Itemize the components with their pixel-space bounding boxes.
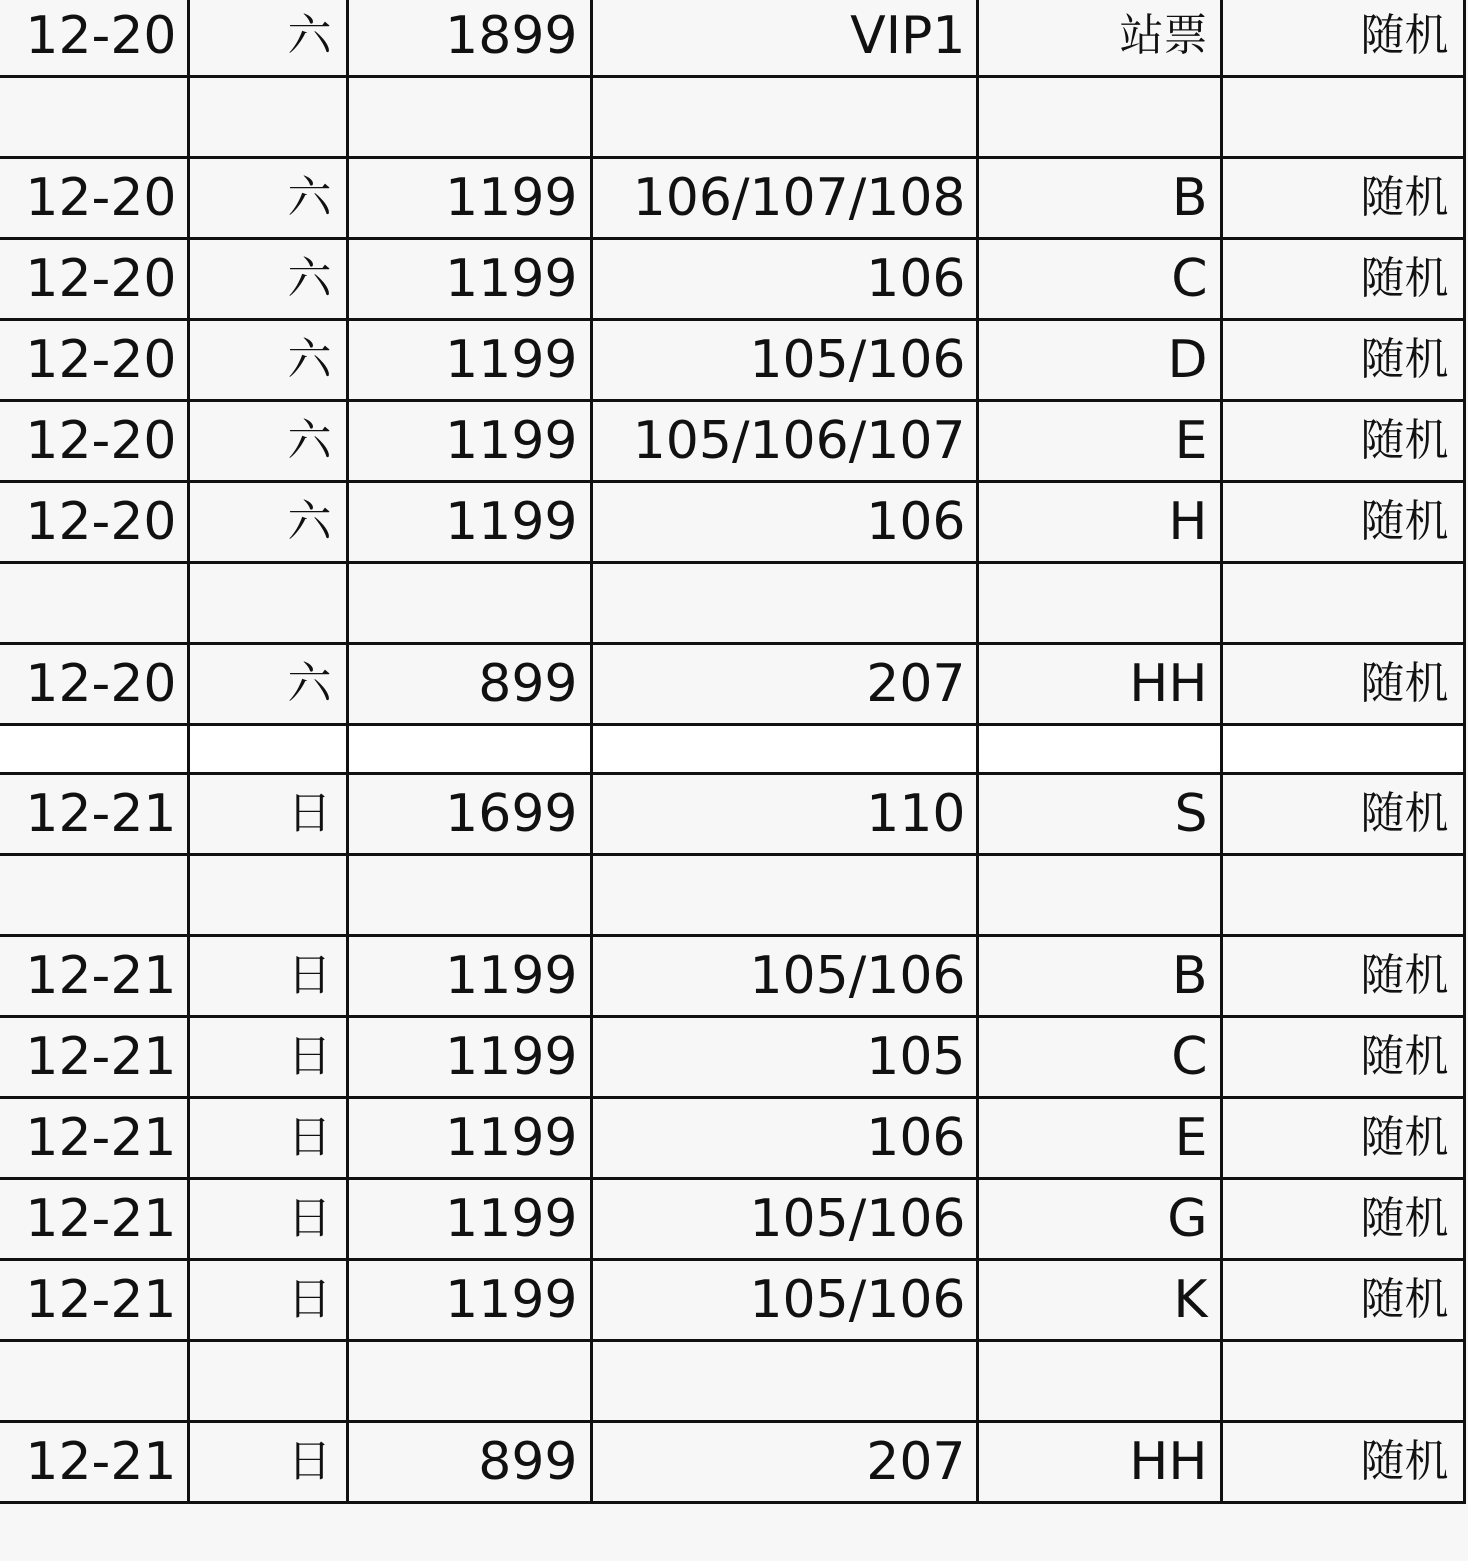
allocation-cell[interactable]: 随机 [1221, 320, 1464, 401]
date-cell[interactable]: 12-21 [0, 774, 188, 855]
weekday-cell[interactable]: 日 [188, 1098, 347, 1179]
price-cell[interactable] [347, 855, 591, 936]
price-cell[interactable]: 1199 [347, 482, 591, 563]
allocation-cell[interactable] [1221, 855, 1464, 936]
weekday-cell[interactable]: 日 [188, 1260, 347, 1341]
date-cell[interactable]: 12-20 [0, 320, 188, 401]
date-cell[interactable]: 12-21 [0, 1260, 188, 1341]
weekday-cell[interactable]: 六 [188, 239, 347, 320]
weekday-cell[interactable] [188, 1341, 347, 1422]
price-cell[interactable] [347, 1341, 591, 1422]
zone-cell[interactable] [591, 77, 977, 158]
weekday-cell[interactable]: 六 [188, 482, 347, 563]
price-cell[interactable]: 899 [347, 1422, 591, 1503]
price-cell[interactable]: 899 [347, 644, 591, 725]
zone-cell[interactable]: 207 [591, 1422, 977, 1503]
table-row [0, 1179, 1464, 1260]
date-cell[interactable] [0, 563, 188, 644]
seat-cell[interactable]: C [977, 239, 1221, 320]
allocation-cell[interactable]: 随机 [1221, 158, 1464, 239]
zone-cell[interactable] [591, 725, 977, 774]
zone-cell[interactable]: 106/107/108 [591, 158, 977, 239]
date-cell[interactable]: 12-20 [0, 158, 188, 239]
weekday-cell[interactable]: 六 [188, 401, 347, 482]
zone-cell[interactable]: 105/106 [591, 320, 977, 401]
weekday-cell[interactable]: 六 [188, 0, 347, 77]
allocation-cell[interactable]: 随机 [1221, 239, 1464, 320]
price-cell[interactable]: 1199 [347, 1260, 591, 1341]
price-cell[interactable]: 1699 [347, 774, 591, 855]
weekday-cell[interactable]: 六 [188, 158, 347, 239]
seat-cell[interactable]: C [977, 1017, 1221, 1098]
weekday-cell[interactable]: 日 [188, 1179, 347, 1260]
price-cell[interactable]: 1199 [347, 401, 591, 482]
seat-cell[interactable] [977, 855, 1221, 936]
seat-cell[interactable]: G [977, 1179, 1221, 1260]
table-row [0, 774, 1464, 855]
date-cell[interactable]: 12-20 [0, 401, 188, 482]
blank-row [0, 725, 1464, 774]
weekday-cell[interactable]: 六 [188, 320, 347, 401]
seat-cell[interactable]: B [977, 158, 1221, 239]
price-cell[interactable]: 1199 [347, 239, 591, 320]
seat-cell[interactable]: B [977, 936, 1221, 1017]
zone-cell[interactable]: 105/106 [591, 1260, 977, 1341]
weekday-cell[interactable]: 日 [188, 774, 347, 855]
date-cell[interactable]: 12-20 [0, 0, 188, 77]
zone-cell[interactable] [591, 1341, 977, 1422]
table-row [0, 158, 1464, 239]
zone-cell[interactable]: 105/106 [591, 1179, 977, 1260]
allocation-cell[interactable] [1221, 563, 1464, 644]
table-row [0, 401, 1464, 482]
seat-cell[interactable]: S [977, 774, 1221, 855]
allocation-cell[interactable]: 随机 [1221, 401, 1464, 482]
date-cell[interactable]: 12-21 [0, 1098, 188, 1179]
seat-cell[interactable]: H [977, 482, 1221, 563]
date-cell[interactable]: 12-21 [0, 936, 188, 1017]
allocation-cell[interactable]: 随机 [1221, 774, 1464, 855]
date-cell[interactable]: 12-21 [0, 1422, 188, 1503]
weekday-cell[interactable]: 日 [188, 1422, 347, 1503]
blank-row [0, 855, 1464, 936]
table-row [0, 936, 1464, 1017]
zone-cell[interactable] [591, 563, 977, 644]
blank-row [0, 77, 1464, 158]
price-cell[interactable] [347, 563, 591, 644]
seat-cell[interactable]: K [977, 1260, 1221, 1341]
allocation-cell[interactable]: 随机 [1221, 1422, 1464, 1503]
allocation-cell[interactable]: 随机 [1221, 482, 1464, 563]
date-cell[interactable]: 12-21 [0, 1179, 188, 1260]
allocation-cell[interactable]: 随机 [1221, 936, 1464, 1017]
zone-cell[interactable] [591, 855, 977, 936]
seat-cell[interactable] [977, 725, 1221, 774]
seat-cell[interactable]: HH [977, 1422, 1221, 1503]
table-row [0, 320, 1464, 401]
table-row [0, 482, 1464, 563]
zone-cell[interactable]: 110 [591, 774, 977, 855]
date-cell[interactable] [0, 725, 188, 774]
date-cell[interactable]: 12-21 [0, 1017, 188, 1098]
price-cell[interactable]: 1899 [347, 0, 591, 77]
allocation-cell[interactable]: 随机 [1221, 1179, 1464, 1260]
allocation-cell[interactable] [1221, 725, 1464, 774]
weekday-cell[interactable]: 日 [188, 936, 347, 1017]
weekday-cell[interactable] [188, 77, 347, 158]
zone-cell[interactable]: 105 [591, 1017, 977, 1098]
date-cell[interactable] [0, 77, 188, 158]
allocation-cell[interactable]: 随机 [1221, 1098, 1464, 1179]
seat-cell[interactable] [977, 563, 1221, 644]
price-cell[interactable]: 1199 [347, 936, 591, 1017]
zone-cell[interactable]: 105/106/107 [591, 401, 977, 482]
seat-cell[interactable] [977, 1341, 1221, 1422]
zone-cell[interactable]: 106 [591, 1098, 977, 1179]
blank-row [0, 563, 1464, 644]
table-row [0, 0, 1464, 77]
date-cell[interactable]: 12-20 [0, 482, 188, 563]
seat-cell[interactable] [977, 77, 1221, 158]
allocation-cell[interactable]: 随机 [1221, 0, 1464, 77]
seat-cell[interactable]: E [977, 401, 1221, 482]
zone-cell[interactable]: 106 [591, 239, 977, 320]
price-cell[interactable]: 1199 [347, 158, 591, 239]
seat-cell[interactable]: 站票 [977, 0, 1221, 77]
table-row [0, 1422, 1464, 1503]
allocation-cell[interactable]: 随机 [1221, 1260, 1464, 1341]
price-cell[interactable]: 1199 [347, 1017, 591, 1098]
date-cell[interactable] [0, 855, 188, 936]
table-row [0, 1260, 1464, 1341]
weekday-cell[interactable]: 六 [188, 644, 347, 725]
table-row [0, 644, 1464, 725]
price-cell[interactable] [347, 77, 591, 158]
date-cell[interactable]: 12-20 [0, 644, 188, 725]
allocation-cell[interactable] [1221, 77, 1464, 158]
price-cell[interactable]: 1199 [347, 1179, 591, 1260]
blank-row [0, 1341, 1464, 1422]
allocation-cell[interactable]: 随机 [1221, 1017, 1464, 1098]
price-cell[interactable]: 1199 [347, 320, 591, 401]
table-row [0, 1098, 1464, 1179]
allocation-cell[interactable] [1221, 1341, 1464, 1422]
seat-cell[interactable]: E [977, 1098, 1221, 1179]
weekday-cell[interactable] [188, 725, 347, 774]
price-cell[interactable]: 1199 [347, 1098, 591, 1179]
date-cell[interactable] [0, 1341, 188, 1422]
table-row [0, 239, 1464, 320]
seat-cell[interactable]: HH [977, 644, 1221, 725]
seat-cell[interactable]: D [977, 320, 1221, 401]
table-row [0, 1017, 1464, 1098]
zone-cell[interactable]: 207 [591, 644, 977, 725]
zone-cell[interactable]: 105/106 [591, 936, 977, 1017]
allocation-cell[interactable]: 随机 [1221, 644, 1464, 725]
price-cell[interactable] [347, 725, 591, 774]
weekday-cell[interactable]: 日 [188, 1017, 347, 1098]
weekday-cell[interactable] [188, 855, 347, 936]
zone-cell[interactable]: VIP1 [591, 0, 977, 77]
weekday-cell[interactable] [188, 563, 347, 644]
date-cell[interactable]: 12-20 [0, 239, 188, 320]
zone-cell[interactable]: 106 [591, 482, 977, 563]
